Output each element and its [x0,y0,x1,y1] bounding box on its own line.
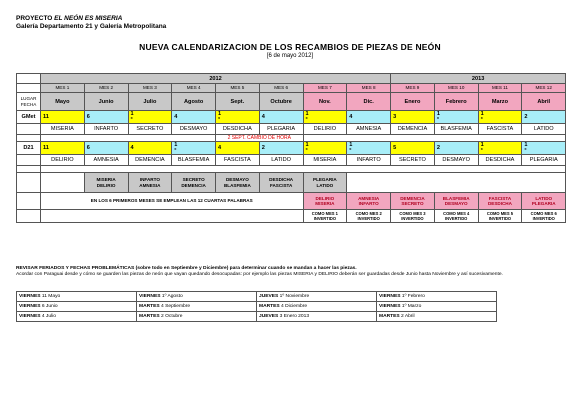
gmet-day-number [347,111,391,124]
invertido-text: INVERTIDO [488,216,512,221]
date-cell [17,292,137,302]
como-mes-row [17,210,566,223]
weekday: VIERNES [139,294,161,299]
year-row [17,74,566,84]
d21-day-number [172,142,216,155]
project-name: EL NEÓN ES MISERIA [54,15,123,22]
date: 2 Abril [401,314,415,319]
mes-label: MES 10 [434,84,478,93]
pair-word: FASCISTA [269,182,293,188]
como-mes-label [478,210,522,223]
date-cell [17,302,137,312]
word-pair [259,173,303,193]
month-name: Febrero [434,93,478,111]
gmet-word: BLASFEMIA [434,124,478,135]
date-cell [377,302,497,312]
d21-word: INFARTO [347,155,391,166]
gmet-day-number [522,111,566,124]
weekday: VIERNES [379,294,401,299]
corner-cell [17,84,41,93]
d21-word: DEMENCIA [128,155,172,166]
weekday: MARTES [139,304,160,309]
project-header [16,15,166,31]
pair-word: AMNESIA [358,195,380,201]
weekday: VIERNES [19,314,41,319]
pair-word: INFARTO [139,177,160,183]
date: 3 Enero 2013 [279,314,310,319]
dates-row [17,292,497,302]
d21-day-number [128,142,172,155]
month-name: Julio [128,93,172,111]
gmet-word: INFARTO [84,124,128,135]
day-number: 1 ° [480,142,484,154]
d21-day-number [391,142,435,155]
month-name: Dic. [347,93,391,111]
month-name: Sept. [216,93,260,111]
word-pair-inverted [303,193,347,210]
month-name: Mayo [41,93,85,111]
month-name-row [17,93,566,111]
mes-row [17,84,566,93]
day-number: 1 ° [305,142,309,154]
date: 1º Febrero [401,294,425,299]
como-mes-text: COMO MES 2 [355,210,382,216]
pair-word: MISERIA [315,201,335,206]
weekday: VIERNES [379,304,401,309]
day-number: 5 [393,145,397,151]
date-cell [257,302,377,312]
gmet-word: DESDICHA [216,124,260,135]
spacer-cell [17,173,41,193]
month-name: Agosto [172,93,216,111]
weekday: JUEVES [259,294,279,299]
gmet-day-number [172,111,216,124]
pair-word: BLASFEMIA [223,182,251,188]
month-name: Abril [522,93,566,111]
invertido-text: INVERTIDO [401,216,424,221]
pair-word: DEMENCIA [181,182,206,188]
date: 6 Junio [41,304,58,309]
pair-word: BLASFEMIA [442,195,470,201]
month-name: Nov. [303,93,347,111]
pairs-top-row [17,173,566,193]
pair-word: INFARTO [358,201,379,206]
d21-word: LATIDO [259,155,303,166]
gmet-word-row [17,124,566,135]
day-number: 1 ° [305,111,309,123]
word-pair-inverted [391,193,435,210]
como-mes-text: COMO MES 5 [486,210,514,216]
d21-day-number [259,142,303,155]
d21-word: AMNESIA [84,155,128,166]
mes-label: MES 4 [172,84,216,93]
spacer-cell [41,210,304,223]
pairs-bottom-row [17,193,566,210]
word-pair-inverted [478,193,522,210]
day-number: 11 [43,145,49,151]
gmet-day-number [391,111,435,124]
invertido-text: INVERTIDO [357,216,380,221]
word-pair-inverted [434,193,478,210]
day-number: 2 [436,145,440,151]
d21-word: PLEGARIA [522,155,566,166]
d21-day-number [522,142,566,155]
blank-row [17,166,566,173]
day-number: 1 ° [480,111,484,123]
d21-word-row [17,155,566,166]
mes-label: MES 3 [128,84,172,93]
day-number: 4 [218,145,222,151]
date: 4 Diciembre [281,304,308,309]
como-mes-label [522,210,566,223]
pair-word: DESMAYO [225,177,249,183]
date: 4 Septiembre [161,304,191,309]
fecha-label: FECHA [20,101,37,107]
word-pair-inverted [347,193,391,210]
project-prefix: PROYECTO [16,15,55,22]
word-pair-inverted [522,193,566,210]
gmet-day-number [434,111,478,124]
d21-day-number [41,142,85,155]
day-number: 1 ° [174,142,178,154]
day-number: 3 [393,114,397,120]
weekday: VIERNES [19,294,41,299]
month-name: Junio [84,93,128,111]
spacer-cell [17,155,41,166]
gmet-day-number [478,111,522,124]
gmet-word: PLEGARIA [259,124,303,135]
date: 1º Noviembre [279,294,310,299]
change-hour-note: 2 SEPT. CAMBIO DE HORA [216,135,304,142]
mes-label: MES 12 [522,84,566,93]
year-2013: 2013 [391,74,566,84]
gallery-line: Galería Departamento 21 y Galería Metropolitana [16,23,167,30]
day-number: 1 ° [349,142,353,154]
change-note-row [17,135,566,142]
mes-label: MES 6 [259,84,303,93]
date: 4 Julio [41,314,56,319]
month-name: Enero [391,93,435,111]
d21-word: SECRETO [391,155,435,166]
date: 1º Marzo [401,304,422,309]
spacer-cell [41,135,216,142]
d21-day-number [478,142,522,155]
dates-row [17,302,497,312]
gmet-number-row [17,111,566,124]
pair-word: FASCISTA [488,195,512,201]
d21-word: FASCISTA [216,155,260,166]
mes-label: MES 7 [303,84,347,93]
spacer-cell [17,210,41,223]
gmet-day-number [216,111,260,124]
gmet-day-number [84,111,128,124]
day-number: 2 [524,114,528,120]
pair-word: DESDICHA [487,201,512,206]
day-number: 1 ° [436,111,440,123]
d21-word: DESMAYO [434,155,478,166]
gmet-day-number [259,111,303,124]
word-pair [84,173,128,193]
pair-word: MISERIA [96,177,116,183]
date-cell [377,312,497,322]
pair-word: LATIDO [316,182,334,188]
d21-day-number [434,142,478,155]
calendar-table [16,73,566,223]
gmet-word: SECRETO [128,124,172,135]
weekday: MARTES [139,314,160,319]
weekday: JUEVES [259,314,279,319]
pair-word: DELIRIO [96,182,116,188]
mes-label: MES 1 [41,84,85,93]
pair-word: PLEGARIA [313,177,337,183]
date: 2 Octubre [161,314,183,319]
mes-label: MES 8 [347,84,391,93]
gmet-day-number [128,111,172,124]
mes-label: MES 11 [478,84,522,93]
year-2012: 2012 [41,74,391,84]
weekday: MARTES [259,304,280,309]
d21-word: BLASFEMIA [172,155,216,166]
gmet-word: DESMAYO [172,124,216,135]
weekday: VIERNES [19,304,41,309]
pair-word: LATIDO [535,195,553,201]
day-number: 4 [261,114,265,120]
date: 1º Agosto [161,294,183,299]
spacer-cell [303,135,566,142]
date-cell [17,312,137,322]
date: 11 Mayo [41,294,61,299]
d21-word: MISERIA [303,155,347,166]
mes-label: MES 5 [216,84,260,93]
pair-word: DESDICHA [269,177,294,183]
d21-day-number [303,142,347,155]
spacer-cell [41,173,85,193]
como-mes-text: COMO MES 3 [399,210,426,216]
pair-word: DELIRIO [315,195,335,201]
day-number: 4 [174,114,178,120]
notes-line-1: REVISAR FERIADOS Y FECHAS PROBLEMÁTICAS (sobre todo en Septiembre y Diciembre) para determinar cuando se mandan a hacer las piezas. [16,266,357,271]
gmet-day-number [41,111,85,124]
pair-word: SECRETO [182,177,205,183]
gmet-word: DEMENCIA [391,124,435,135]
project-line [16,15,166,23]
gmet-day-number [303,111,347,124]
weekday: MARTES [379,314,400,319]
date-cell [137,302,257,312]
gmet-word: DELIRIO [303,124,347,135]
day-number: 11 [43,114,49,120]
spacer-cell [17,193,41,210]
d21-day-number [347,142,391,155]
como-mes-text: COMO MES 6 [530,210,557,216]
dates-row [17,312,497,322]
spacer-cell [17,135,41,142]
pair-word: PLEGARIA [531,201,556,206]
day-number: 1 ° [218,111,222,123]
gmet-label: GMet [17,111,41,124]
lugar-fecha-label [17,93,41,111]
gmet-word: FASCISTA [478,124,522,135]
word-pair [303,173,347,193]
day-number: 4 [130,145,134,151]
d21-word: DESDICHA [478,155,522,166]
month-name: Marzo [478,93,522,111]
pair-word: DEMENCIA [400,195,425,201]
notes [16,266,565,279]
como-mes-text: COMO MES 1 [311,210,338,216]
page-subtitle: [6 de mayo 2012] [266,53,314,59]
day-number: 6 [86,114,90,120]
date-cell [137,312,257,322]
pair-word: SECRETO [401,201,424,206]
date-cell [257,292,377,302]
d21-day-number [84,142,128,155]
date-cell [137,292,257,302]
date-cell [377,292,497,302]
word-pair [216,173,260,193]
spacer-cell [17,124,41,135]
como-mes-text: COMO MES 4 [443,210,470,216]
gmet-word: MISERIA [41,124,85,135]
page-title: NUEVA CALENDARIZACION DE LOS RECAMBIOS DE PIEZAS DE NEÓN [139,42,441,52]
d21-number-row [17,142,566,155]
spacer-cell [17,166,41,173]
gmet-word: AMNESIA [347,124,391,135]
day-number: 6 [86,145,90,151]
first-six-note: EN LOS 6 PRIMEROS MESES SE EMPLEAN LAS 12 CUARTAS PALABRAS [41,193,304,210]
gmet-word: LATIDO [522,124,566,135]
date-cell [257,312,377,322]
d21-day-number [216,142,260,155]
word-pair [172,173,216,193]
day-number: 4 [349,114,353,120]
spacer-cell [41,166,566,173]
day-number: 1 ° [130,111,134,123]
d21-word: DELIRIO [41,155,85,166]
como-mes-label [303,210,347,223]
invertido-text: INVERTIDO [532,216,555,221]
notes-line-2: Acordar con Paraguai desde y cómo se guarden las piezas de neón que vayan quedando desocupadas: por ejemplo las piezas MISERIA y DELIRIO deberán ser guardadas desde Junio hasta Noviembre y así sucesivamente. [16,272,503,278]
dates-table [16,291,497,322]
day-number: 2 [261,145,265,151]
invertido-text: INVERTIDO [313,216,337,221]
como-mes-label [391,210,435,223]
d21-label: D21 [17,142,41,155]
mes-label: MES 9 [391,84,435,93]
como-mes-label [434,210,478,223]
pair-word: DESMAYO [444,201,468,206]
day-number: 1 ° [524,142,528,154]
month-name: Octubre [259,93,303,111]
mes-label: MES 2 [84,84,128,93]
invertido-text: INVERTIDO [445,216,468,221]
lugar-label: LUGAR [20,96,37,102]
pair-word: AMNESIA [139,182,161,188]
spacer-cell [347,173,566,193]
como-mes-label [347,210,391,223]
word-pair [128,173,172,193]
corner-cell [17,74,41,84]
